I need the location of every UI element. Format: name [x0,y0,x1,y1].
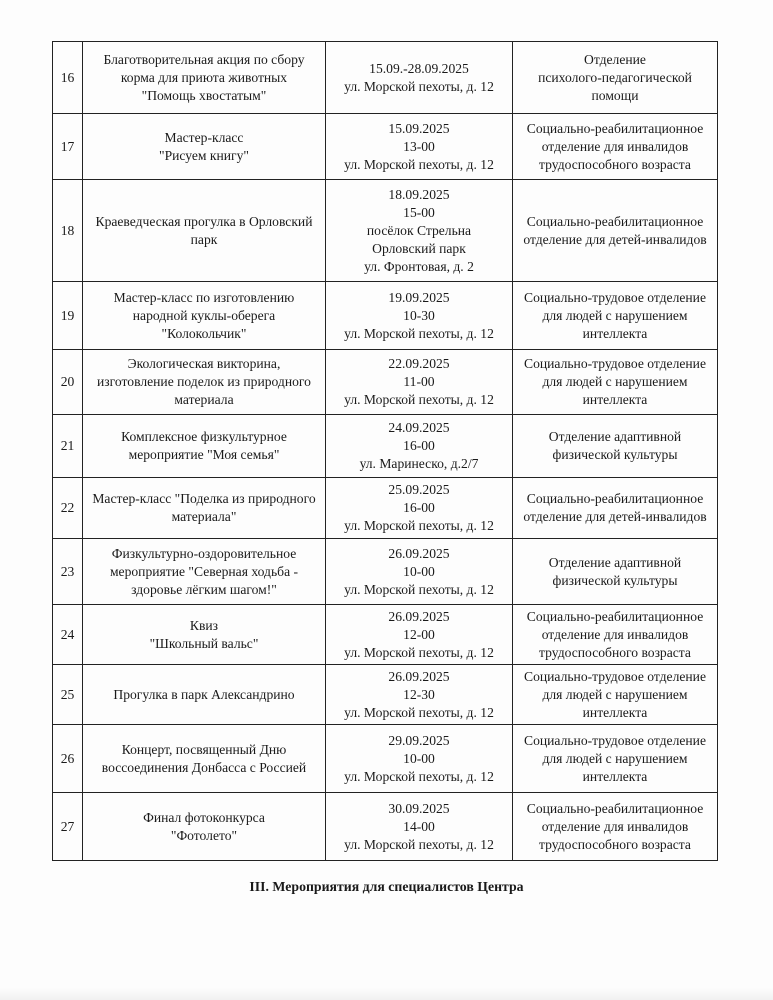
cell-line: отделение для инвалидов [541,818,689,834]
date-place-cell [326,478,513,539]
cell-line: трудоспособного возраста [539,836,691,852]
cell-line: 10-00 [403,750,435,766]
events-table [52,41,718,861]
cell-line: 30.09.2025 [388,800,450,816]
cell-line: ул. Морской пехоты, д. 12 [344,518,494,533]
cell-line: 15.09.-28.09.2025 [369,60,469,76]
cell-line: "Фотолето" [170,827,238,843]
table-row [53,539,718,605]
cell-line: 12-00 [403,626,435,642]
cell-line: 10-30 [403,307,435,323]
date-place-cell [326,282,513,350]
department-cell [513,665,718,725]
department-cell [513,478,718,539]
cell-line: Мастер-класс "Поделка из природного [92,491,316,506]
row-number: 19 [53,282,83,350]
scan-edge [0,988,773,1000]
row-number: 17 [53,114,83,180]
event-name-cell [83,114,326,180]
cell-line: "Школьный вальс" [149,635,259,651]
date-place-cell [326,42,513,114]
cell-line: Комплексное физкультурное [121,429,287,444]
row-number: 26 [53,725,83,793]
date-place-cell [326,180,513,282]
cell-line: интеллекта [582,704,648,720]
cell-line: 18.09.2025 [388,186,450,202]
row-number: 27 [53,793,83,861]
cell-line: отделение для детей-инвалидов [523,231,707,247]
cell-line: 15.09.2025 [388,120,450,136]
cell-line: Концерт, посвященный Дню [121,741,287,757]
event-name-cell [83,539,326,605]
event-name-cell [83,793,326,861]
row-number: 20 [53,350,83,415]
table-row [53,478,718,539]
department-cell [513,42,718,114]
department-cell [513,793,718,861]
cell-line: Отделение адаптивной [548,429,682,444]
cell-line: Социально-трудовое отделение [524,289,706,305]
cell-line: интеллекта [582,392,648,407]
cell-line: ул. Морской пехоты, д. 12 [344,581,494,597]
row-number: 25 [53,665,83,725]
date-place-cell [326,539,513,605]
table-row [53,725,718,793]
cell-line: 26.09.2025 [388,608,450,624]
event-name-cell [83,605,326,665]
cell-line: корма для приюта животных [120,69,288,85]
cell-line: физической культуры [552,572,678,588]
date-place-cell [326,665,513,725]
table-row [53,793,718,861]
cell-line: психолого-педагогической [538,69,692,85]
cell-line: 10-00 [403,563,435,579]
department-cell [513,350,718,415]
cell-line: физической культуры [552,447,678,462]
cell-line: ул. Морской пехоты, д. 12 [344,78,494,94]
cell-line: Прогулка в парк Александрино [113,686,295,702]
cell-line: 13-00 [403,138,435,154]
cell-line: ул. Морской пехоты, д. 12 [344,644,494,660]
cell-line: Социально-реабилитационное [526,800,704,816]
cell-line: 11-00 [403,374,435,389]
cell-line: Социально-трудовое отделение [524,356,706,371]
cell-line: парк [190,231,218,247]
department-cell [513,725,718,793]
cell-line: "Помощь хвостатым" [141,87,267,103]
cell-line: Экологическая викторина, [127,356,281,371]
cell-line: отделение для детей-инвалидов [523,509,707,524]
cell-line: ул. Фронтовая, д. 2 [364,258,474,274]
row-number: 21 [53,415,83,478]
cell-line: ул. Маринеско, д.2/7 [359,456,479,471]
cell-line: ул. Морской пехоты, д. 12 [344,325,494,341]
table-row [53,282,718,350]
cell-line: 16-00 [403,500,435,515]
cell-line: для людей с нарушением [542,750,688,766]
cell-line: 29.09.2025 [388,732,450,748]
cell-line: 15-00 [403,204,435,220]
date-place-cell [326,415,513,478]
event-name-cell [83,42,326,114]
table-row [53,605,718,665]
section-heading: III. Мероприятия для специалистов Центра [249,879,524,894]
cell-line: материала" [171,509,237,524]
cell-line: 19.09.2025 [388,289,450,305]
cell-line: ул. Морской пехоты, д. 12 [344,704,494,720]
cell-line: Мастер-класс по изготовлению [113,289,295,305]
event-name-cell [83,282,326,350]
cell-line: интеллекта [582,768,648,784]
cell-line: мероприятие "Северная ходьба - [109,563,299,579]
cell-line: трудоспособного возраста [539,644,691,660]
cell-line: Физкультурно-оздоровительное [111,545,297,561]
cell-line: отделение для инвалидов [541,626,689,642]
cell-line: Социально-реабилитационное [526,491,704,506]
table-row [53,114,718,180]
cell-line: 12-30 [403,686,435,702]
date-place-cell [326,350,513,415]
cell-line: 26.09.2025 [388,668,450,684]
row-number: 18 [53,180,83,282]
cell-line: Социально-реабилитационное [526,608,704,624]
row-number: 23 [53,539,83,605]
department-cell [513,605,718,665]
cell-line: ул. Морской пехоты, д. 12 [344,768,494,784]
cell-line: отделение для инвалидов [541,138,689,154]
row-number: 16 [53,42,83,114]
event-name-cell [83,415,326,478]
cell-line: Квиз [189,617,219,633]
cell-line: помощи [591,87,639,103]
cell-line: трудоспособного возраста [539,156,691,172]
table-row [53,665,718,725]
table-row [53,415,718,478]
event-name-cell [83,180,326,282]
date-place-cell [326,605,513,665]
cell-line: для людей с нарушением [542,307,688,323]
cell-line: ул. Морской пехоты, д. 12 [344,392,494,407]
cell-line: здоровье лёгким шагом!" [131,581,277,597]
table-row [53,350,718,415]
date-place-cell [326,725,513,793]
cell-line: Отделение [584,51,646,67]
cell-line: Социально-реабилитационное [526,213,704,229]
department-cell [513,180,718,282]
event-name-cell [83,665,326,725]
cell-line: 16-00 [403,438,435,453]
events-table-body [53,42,718,861]
department-cell [513,282,718,350]
cell-line: Социально-трудовое отделение [524,732,706,748]
cell-line: ул. Морской пехоты, д. 12 [344,836,494,852]
row-number: 24 [53,605,83,665]
department-cell [513,539,718,605]
cell-line: Социально-реабилитационное [526,120,704,136]
cell-line: народной куклы-оберега [132,307,276,323]
cell-line: для людей с нарушением [542,686,688,702]
cell-line: для людей с нарушением [542,374,688,389]
cell-line: 26.09.2025 [388,545,450,561]
cell-line: интеллекта [582,325,648,341]
date-place-cell [326,114,513,180]
date-place-cell [326,793,513,861]
cell-line: Благотворительная акция по сбору [103,51,305,67]
cell-line: Финал фотоконкурса [143,809,265,825]
event-name-cell [83,350,326,415]
cell-line: Отделение адаптивной [548,554,682,570]
row-number: 22 [53,478,83,539]
cell-line: материала [174,392,234,407]
cell-line: изготовление поделок из природного [97,374,311,389]
cell-line: "Рисуем книгу" [159,147,249,163]
department-cell [513,114,718,180]
cell-line: ул. Морской пехоты, д. 12 [344,156,494,172]
event-name-cell [83,725,326,793]
table-row [53,180,718,282]
cell-line: "Колокольчик" [161,325,247,341]
cell-line: Социально-трудовое отделение [524,668,706,684]
cell-line: мероприятие "Моя семья" [128,447,280,462]
cell-line: Орловский парк [372,240,466,256]
event-name-cell [83,478,326,539]
cell-line: воссоединения Донбасса с Россией [101,759,307,775]
cell-line: 24.09.2025 [388,420,450,435]
cell-line: Мастер-класс [164,129,244,145]
cell-line: посёлок Стрельна [366,222,472,238]
department-cell [513,415,718,478]
cell-line: 25.09.2025 [388,482,450,497]
cell-line: Краеведческая прогулка в Орловский [95,213,313,229]
table-row [53,42,718,114]
cell-line: 22.09.2025 [388,356,450,371]
cell-line: 14-00 [403,818,435,834]
